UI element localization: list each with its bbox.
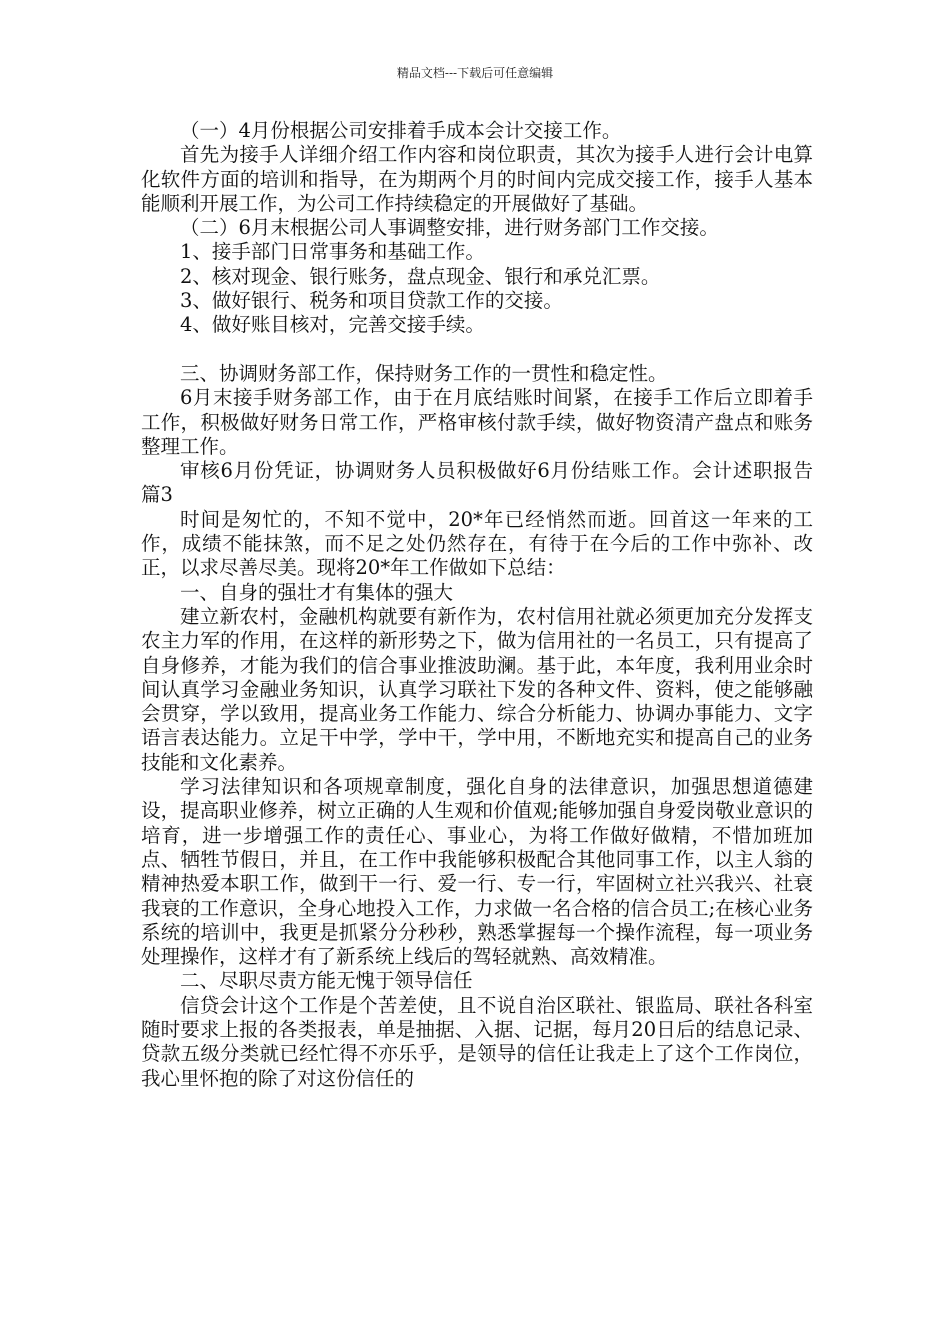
list-item: 2、核对现金、银行账务，盘点现金、银行和承兑汇票。	[180, 264, 661, 288]
paragraph: 6月末接手财务部工作，由于在月底结账时间紧，在接手工作后立即着手工作，积极做好财务日常工作，严格审核付款手续，做好物资清产盘点和账务整理工作。	[141, 386, 813, 458]
section-heading: 一、自身的强壮才有集体的强大	[180, 580, 454, 604]
paragraph: 时间是匆忙的，不知不觉中，20*年已经悄然而逝。回首这一年来的工作，成绩不能抹煞，而不足之处仍然存在，有待于在今后的工作中弥补、改正，以求尽善尽美。现将20*年工作做如下总结：	[141, 507, 813, 580]
paragraph: 审核6月份凭证，协调财务人员积极做好6月份结账工作。会计述职报告 篇3	[141, 459, 813, 507]
paragraph: 学习法律知识和各项规章制度，强化自身的法律意识，加强思想道德建设，提高职业修养，树立正确的人生观和价值观;能够加强自身爱岗敬业意识的培育，进一步增强工作的责任心、事业心，为将工作做好做精，不惜加班加点、牺牲节假日，并且，在工作中我能够积极配合其他同事工作，以主人翁的精神热爱本职工作，做到干一行、爱一行、专一行，牢固树立社兴我兴、社衰我衰的工作意识，全身心地投入工作，力求做一名合格的信合员工;在核心业务系统的培训中，我更是抓紧分分秒秒，熟悉掌握每一个操作流程，每一项业务处理操作，这样才有了新系统上线后的驾轻就熟、高效精准。	[141, 775, 813, 969]
document-body	[141, 119, 813, 1091]
list-item: 3、做好银行、税务和项目贷款工作的交接。	[180, 289, 563, 313]
paragraph: 建立新农村，金融机构就要有新作为，农村信用社就必须更加充分发挥支农主力军的作用，在这样的新形势之下，做为信用社的一名员工，只有提高了自身修养，才能为我们的信合事业推波助澜。基于此，本年度，我利用业余时间认真学习金融业务知识，认真学习联社下发的各种文件、资料，使之能够融会贯穿，学以致用，提高业务工作能力、综合分析能力、协调办事能力、文字语言表达能力。立足干中学，学中干，学中用，不断地充实和提高自己的业务技能和文化素养。	[141, 604, 813, 774]
paragraph: （二）6月末根据公司人事调整安排，进行财务部门工作交接。	[180, 216, 719, 240]
page-header: 精品文档---下载后可任意编辑	[396, 66, 554, 80]
paragraph: 首先为接手人详细介绍工作内容和岗位职责，其次为接手人进行会计电算化软件方面的培训和指导，在为期两个月的时间内完成交接工作，接手人基本能顺利开展工作，为公司工作持续稳定的开展做好了基础。	[141, 143, 813, 215]
list-item: 4、做好账目核对，完善交接手续。	[180, 313, 485, 337]
section-heading: 二、尽职尽责方能无愧于领导信任	[180, 969, 473, 993]
list-item: 1、接手部门日常事务和基础工作。	[180, 240, 485, 264]
paragraph: （一）4月份根据公司安排着手成本会计交接工作。	[180, 119, 622, 142]
section-heading: 三、协调财务部工作，保持财务工作的一贯性和稳定性。	[180, 361, 668, 385]
blank-line	[141, 338, 813, 362]
paragraph: 信贷会计这个工作是个苦差使，且不说自治区联社、银监局、联社各科室随时要求上报的各类报表，单是抽据、入据、记据，每月20日后的结息记录、贷款五级分类就已经忙得不亦乐乎，是领导的信任让我走上了这个工作岗位，我心里怀抱的除了对这份信任的	[141, 993, 813, 1090]
